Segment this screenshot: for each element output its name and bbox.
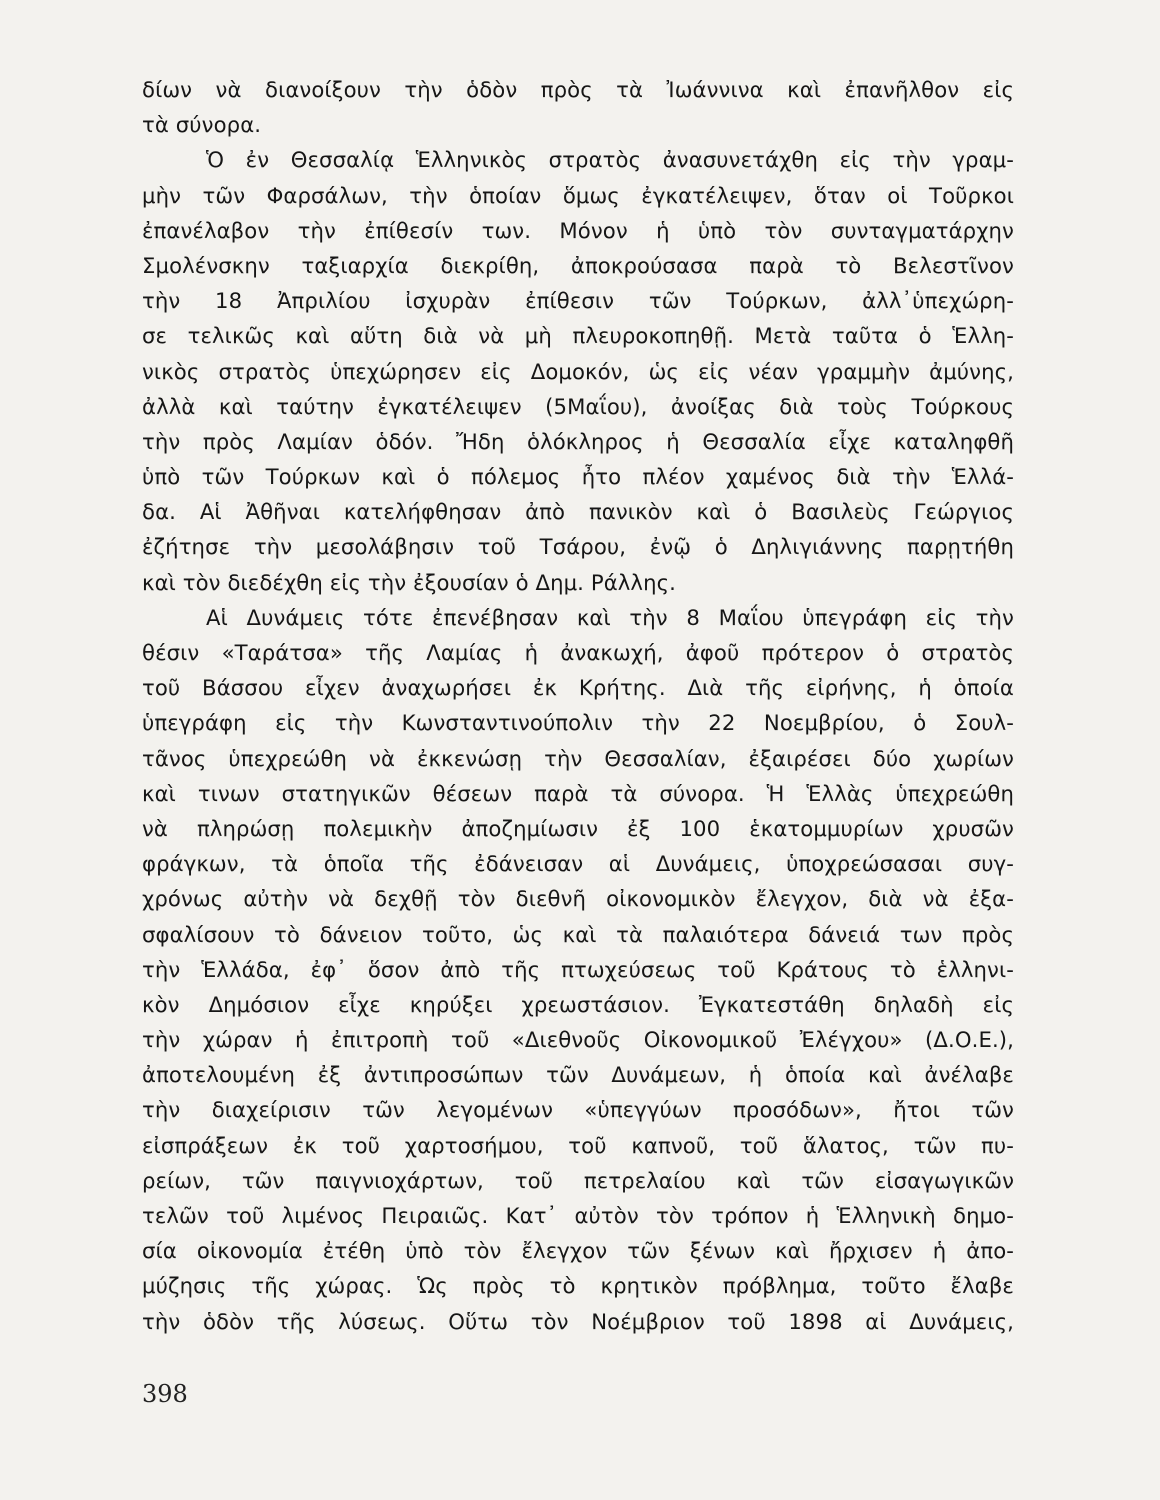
text-line: τᾶνος ὑπεχρεώθη νὰ ἐκκενώσῃ τὴν Θεσσαλίαν, ἐξαιρέσει δύο χωρίων bbox=[142, 745, 1014, 771]
text-line: σία οἰκονομία ἐτέθη ὑπὸ τὸν ἔλεγχον τῶν ξένων καὶ ἤρχισεν ἡ ἀπο- bbox=[142, 1238, 1014, 1264]
text-line: μὴν τῶν Φαρσάλων, τὴν ὁποίαν ὅμως ἐγκατέλειψεν, ὅταν οἱ Τοῦρκοι bbox=[142, 182, 1014, 208]
text-line: δίων νὰ διανοίξουν τὴν ὁδὸν πρὸς τὰ Ἰωάννινα καὶ ἐπανῆλθον εἰς bbox=[142, 77, 1014, 102]
text-line: νικὸς στρατὸς ὑπεχώρησεν εἰς Δομοκόν, ὡς εἰς νέαν γραμμὴν ἀμύνης, bbox=[142, 358, 1014, 384]
text-line: τὴν 18 Ἀπριλίου ἰσχυρὰν ἐπίθεσιν τῶν Τούρκων, ἀλλ᾽ὑπεχώρη- bbox=[142, 288, 1014, 314]
text-line: ἐπανέλαβον τὴν ἐπίθεσίν των. Μόνον ἡ ὑπὸ τὸν συνταγματάρχην bbox=[142, 217, 1014, 243]
text-line: ὑπεγράφη εἰς τὴν Κωνσταντινούπολιν τὴν 22 Νοεμβρίου, ὁ Σουλ- bbox=[142, 710, 1014, 736]
page-number: 398 bbox=[142, 1380, 188, 1408]
text-line: τὴν ὁδὸν τῆς λύσεως. Οὕτω τὸν Νοέμβριον τοῦ 1898 αἱ Δυνάμεις, bbox=[142, 1308, 1014, 1334]
text-line: τοῦ Βάσσου εἶχεν ἀναχωρήσει ἐκ Κρήτης. Διὰ τῆς εἰρήνης, ἡ ὁποία bbox=[142, 675, 1014, 701]
text-line: μύζησις τῆς χώρας. Ὡς πρὸς τὸ κρητικὸν πρόβλημα, τοῦτο ἔλαβε bbox=[142, 1273, 1014, 1299]
text-line: δα. Αἱ Ἀθῆναι κατελήφθησαν ἀπὸ πανικὸν καὶ ὁ Βασιλεὺς Γεώργιος bbox=[142, 499, 1014, 525]
text-line: φράγκων, τὰ ὁποῖα τῆς ἐδάνεισαν αἱ Δυνάμεις, ὑποχρεώσασαι συγ- bbox=[142, 851, 1014, 877]
text-line: κὸν Δημόσιον εἶχε κηρύξει χρεωστάσιον. Ἐγκατεστάθη δηλαδὴ εἰς bbox=[142, 991, 1014, 1017]
text-line: σφαλίσουν τὸ δάνειον τοῦτο, ὡς καὶ τὰ παλαιότερα δάνειά των πρὸς bbox=[142, 921, 1014, 947]
text-line: καὶ τὸν διεδέχθη εἰς τὴν ἐξουσίαν ὁ Δημ. Ράλλης. bbox=[142, 569, 676, 595]
text-line: τὰ σύνορα. bbox=[142, 112, 262, 138]
text-line: τὴν πρὸς Λαμίαν ὁδόν. Ἤδη ὁλόκληρος ἡ Θεσσαλία εἶχε καταληφθῆ bbox=[142, 428, 1014, 454]
text-line: σε τελικῶς καὶ αὕτη διὰ νὰ μὴ πλευροκοπηθῇ. Μετὰ ταῦτα ὁ Ἑλλη- bbox=[142, 323, 1014, 349]
text-line: τὴν Ἑλλάδα, ἐφ᾽ ὅσον ἀπὸ τῆς πτωχεύσεως τοῦ Κράτους τὸ ἑλληνι- bbox=[142, 956, 1014, 982]
text-line: τὴν χώραν ἡ ἐπιτροπὴ τοῦ «Διεθνοῦς Οἰκονομικοῦ Ἐλέγχου» (Δ.Ο.Ε.), bbox=[142, 1027, 1014, 1053]
text-line: θέσιν «Ταράτσα» τῆς Λαμίας ἡ ἀνακωχή, ἀφοῦ πρότερον ὁ στρατὸς bbox=[142, 640, 1014, 665]
text-line: ὑπὸ τῶν Τούρκων καὶ ὁ πόλεμος ἦτο πλέον χαμένος διὰ τὴν Ἑλλά- bbox=[142, 464, 1014, 490]
text-line: ρείων, τῶν παιγνιοχάρτων, τοῦ πετρελαίου καὶ τῶν εἰσαγωγικῶν bbox=[142, 1167, 1014, 1193]
text-line: ἐζήτησε τὴν μεσολάβησιν τοῦ Τσάρου, ἐνῷ ὁ Δηλιγιάννης παρῃτήθη bbox=[142, 534, 1014, 560]
text-line: χρόνως αὐτὴν νὰ δεχθῇ τὸν διεθνῆ οἰκονομικὸν ἔλεγχον, διὰ νὰ ἐξα- bbox=[142, 886, 1014, 912]
body-text bbox=[142, 72, 1014, 1339]
text-line: Ὁ ἐν Θεσσαλίᾳ Ἑλληνικὸς στρατὸς ἀνασυνετάχθη εἰς τὴν γραμ- bbox=[206, 147, 1014, 173]
text-line: καὶ τινων στατηγικῶν θέσεων παρὰ τὰ σύνορα. Ἡ Ἑλλὰς ὑπεχρεώθη bbox=[142, 780, 1014, 806]
text-line: ἀποτελουμένη ἐξ ἀντιπροσώπων τῶν Δυνάμεων, ἡ ὁποία καὶ ἀνέλαβε bbox=[142, 1062, 1014, 1088]
text-line: Σμολένσκην ταξιαρχία διεκρίθη, ἀποκρούσασα παρὰ τὸ Βελεστῖνον bbox=[142, 252, 1014, 278]
text-line: τὴν διαχείρισιν τῶν λεγομένων «ὑπεγγύων προσόδων», ἤτοι τῶν bbox=[142, 1097, 1014, 1123]
text-line: τελῶν τοῦ λιμένος Πειραιῶς. Κατ᾽ αὐτὸν τὸν τρόπον ἡ Ἑλληνικὴ δημο- bbox=[142, 1203, 1014, 1228]
text-line: νὰ πληρώσῃ πολεμικὴν ἀποζημίωσιν ἐξ 100 ἑκατομμυρίων χρυσῶν bbox=[142, 815, 1014, 841]
text-line: ἀλλὰ καὶ ταύτην ἐγκατέλειψεν (5Μαΐου), ἀνοίξας διὰ τοὺς Τούρκους bbox=[142, 393, 1014, 419]
text-line: Αἱ Δυνάμεις τότε ἐπενέβησαν καὶ τὴν 8 Μαΐου ὑπεγράφη εἰς τὴν bbox=[206, 604, 1014, 630]
text-line: εἰσπράξεων ἐκ τοῦ χαρτοσήμου, τοῦ καπνοῦ, τοῦ ἅλατος, τῶν πυ- bbox=[142, 1132, 1014, 1158]
